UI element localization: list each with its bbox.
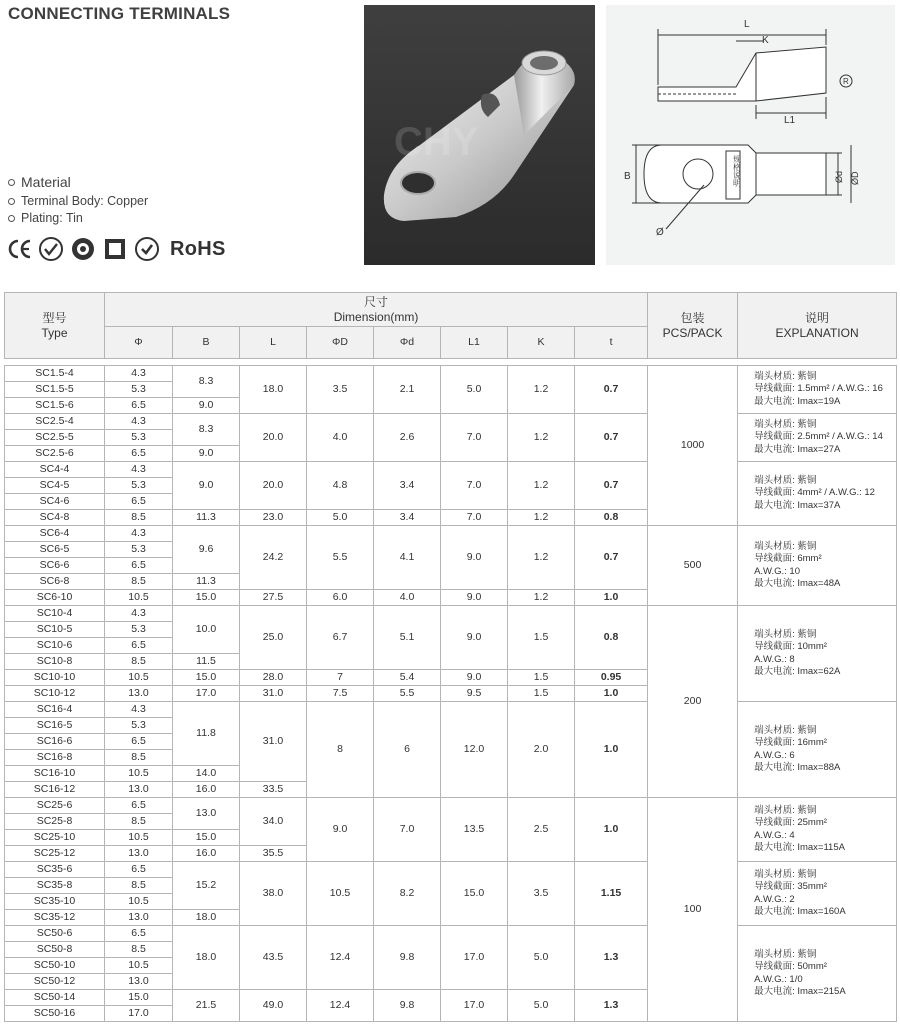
material-heading: Material [21, 174, 71, 190]
cell-t: 0.8 [575, 606, 648, 670]
cell-t: 0.8 [575, 510, 648, 526]
cell-phi: 6.5 [105, 862, 173, 878]
cell-l: 20.0 [240, 414, 307, 462]
header-col-t: t [575, 327, 648, 359]
cell-t: 0.7 [575, 414, 648, 462]
cell-l1: 17.0 [441, 990, 508, 1022]
cell-b: 11.3 [173, 574, 240, 590]
label-b: B [624, 171, 631, 182]
cell-k: 2.0 [508, 702, 575, 798]
cell-phi: 8.5 [105, 574, 173, 590]
cell-phi: 5.3 [105, 382, 173, 398]
header-dimension: 尺寸 Dimension(mm) [105, 293, 648, 327]
cell-b: 11.3 [173, 510, 240, 526]
cell-k: 1.5 [508, 670, 575, 686]
cell-b: 14.0 [173, 766, 240, 782]
cell-phi: 8.5 [105, 750, 173, 766]
cell-l1: 9.5 [441, 686, 508, 702]
cell-phi: 6.5 [105, 798, 173, 814]
explanation-line: 导线截面: 6mm² [754, 553, 822, 565]
cell-l: 33.5 [240, 782, 307, 798]
cell-type: SC50-10 [5, 958, 105, 974]
cell-l: 24.2 [240, 526, 307, 590]
explanation-line: 最大电流: Imax=19A [754, 395, 841, 407]
header-col-phi: Φ [105, 327, 173, 359]
sgs-cert-icon [134, 236, 160, 262]
cell-phi-d: 8.2 [374, 862, 441, 926]
explanation-line: 导线截面: 1.5mm² / A.W.G.: 16 [754, 383, 883, 395]
cell-type: SC6-10 [5, 590, 105, 606]
explanation-line: 导线截面: 35mm² [754, 881, 827, 893]
cell-l1: 7.0 [441, 462, 508, 510]
cell-type: SC16-10 [5, 766, 105, 782]
cell-t: 1.0 [575, 702, 648, 798]
ce-mark-icon [6, 236, 32, 262]
cell-l1: 13.5 [441, 798, 508, 862]
cell-b: 9.0 [173, 462, 240, 510]
cell-type: SC35-12 [5, 910, 105, 926]
svg-text:CHY: CHY [394, 120, 479, 164]
cell-phi: 4.3 [105, 414, 173, 430]
cell-phi: 10.5 [105, 590, 173, 606]
cell-type: SC25-10 [5, 830, 105, 846]
cell-type: SC16-6 [5, 734, 105, 750]
cell-phi-d: 7.0 [374, 798, 441, 862]
cell-type: SC16-5 [5, 718, 105, 734]
explanation-line: 端头材质: 紫铜 [754, 418, 817, 430]
cell-l1: 15.0 [441, 862, 508, 926]
cell-phi-d: 3.4 [374, 462, 441, 510]
cell-phi-d: 4.1 [374, 526, 441, 590]
explanation-line: 端头材质: 紫铜 [754, 948, 817, 960]
cell-phi-big-d: 8 [307, 702, 374, 798]
cell-phi-big-d: 6.0 [307, 590, 374, 606]
cell-phi: 10.5 [105, 670, 173, 686]
header-col-l: L [240, 327, 307, 359]
header-col-phi-big-d: ΦD [307, 327, 374, 359]
cell-phi: 6.5 [105, 558, 173, 574]
cell-phi: 8.5 [105, 942, 173, 958]
cell-explanation [738, 526, 897, 606]
explanation-line: A.W.G.: 6 [754, 749, 795, 761]
certification-row [6, 236, 226, 262]
cell-phi: 13.0 [105, 782, 173, 798]
cell-phi: 6.5 [105, 638, 173, 654]
cell-type: SC10-12 [5, 686, 105, 702]
cell-k: 2.5 [508, 798, 575, 862]
cell-t: 0.7 [575, 526, 648, 590]
cell-l: 35.5 [240, 846, 307, 862]
table-body [5, 366, 897, 1022]
cell-phi: 10.5 [105, 830, 173, 846]
cell-type: SC16-8 [5, 750, 105, 766]
cell-l1: 17.0 [441, 926, 508, 990]
cell-pack: 1000 [648, 366, 738, 526]
cell-type: SC4-5 [5, 478, 105, 494]
cell-type: SC6-4 [5, 526, 105, 542]
label-phi-big-d: ØD [850, 171, 860, 185]
bullet-icon [8, 179, 15, 186]
cell-explanation [738, 366, 897, 414]
cell-phi-big-d: 9.0 [307, 798, 374, 862]
product-photo [364, 5, 595, 265]
cell-l: 38.0 [240, 862, 307, 926]
cell-b: 15.0 [173, 670, 240, 686]
explanation-line: A.W.G.: 8 [754, 653, 795, 665]
cell-t: 0.7 [575, 366, 648, 414]
cell-pack: 200 [648, 606, 738, 798]
cell-type: SC1.5-4 [5, 366, 105, 382]
dimension-drawing [606, 5, 895, 265]
explanation-line: 导线截面: 10mm² [754, 641, 827, 653]
bullet-icon [8, 198, 15, 205]
cell-phi-d: 9.8 [374, 926, 441, 990]
cell-phi-big-d: 12.4 [307, 926, 374, 990]
explanation-line: 端头材质: 紫铜 [754, 474, 817, 486]
cell-phi-d: 6 [374, 702, 441, 798]
cell-k: 1.2 [508, 510, 575, 526]
cell-phi: 10.5 [105, 894, 173, 910]
cell-explanation [738, 926, 897, 1022]
table-row [5, 526, 897, 542]
cell-b: 15.0 [173, 830, 240, 846]
explanation-line: A.W.G.: 1/0 [754, 973, 803, 985]
cell-k: 1.5 [508, 606, 575, 670]
cell-phi-d: 9.8 [374, 990, 441, 1022]
cell-type: SC10-10 [5, 670, 105, 686]
cell-l1: 9.0 [441, 670, 508, 686]
cell-phi-big-d: 6.7 [307, 606, 374, 670]
table-row [5, 414, 897, 430]
explanation-line: 最大电流: Imax=115A [754, 841, 845, 853]
cell-phi: 5.3 [105, 542, 173, 558]
explanation-line: A.W.G.: 2 [754, 893, 795, 905]
cell-k: 1.2 [508, 366, 575, 414]
explanation-line: 导线截面: 16mm² [754, 737, 827, 749]
cell-l1: 9.0 [441, 606, 508, 670]
material-heading-row [8, 174, 148, 190]
page-title: CONNECTING TERMINALS [8, 4, 231, 23]
explanation-line: 端头材质: 紫铜 [754, 868, 817, 880]
cell-phi: 6.5 [105, 494, 173, 510]
cell-t: 1.0 [575, 798, 648, 862]
cell-phi: 8.5 [105, 878, 173, 894]
explanation-line: A.W.G.: 4 [754, 829, 795, 841]
explanation-line: 端头材质: 紫铜 [754, 540, 817, 552]
explanation-line: 最大电流: Imax=215A [754, 985, 846, 997]
cell-k: 5.0 [508, 926, 575, 990]
cell-k: 5.0 [508, 990, 575, 1022]
cell-explanation [738, 798, 897, 862]
cell-k: 1.2 [508, 414, 575, 462]
explanation-line: 导线截面: 50mm² [754, 961, 827, 973]
table-row [5, 366, 897, 382]
explanation-line: 端头材质: 紫铜 [754, 804, 817, 816]
header-col-b: B [173, 327, 240, 359]
cell-l1: 9.0 [441, 590, 508, 606]
cell-l: 34.0 [240, 798, 307, 846]
cell-phi: 4.3 [105, 606, 173, 622]
cell-explanation [738, 606, 897, 702]
cell-type: SC6-8 [5, 574, 105, 590]
cell-b: 16.0 [173, 846, 240, 862]
cell-t: 1.0 [575, 686, 648, 702]
cell-b: 18.0 [173, 910, 240, 926]
cell-pack: 500 [648, 526, 738, 606]
cell-l: 28.0 [240, 670, 307, 686]
cell-type: SC16-12 [5, 782, 105, 798]
material-plating: Plating: Tin [21, 211, 83, 225]
cell-phi: 15.0 [105, 990, 173, 1006]
cell-type: SC10-8 [5, 654, 105, 670]
spec-table [4, 292, 897, 1022]
header-col-l1: L1 [441, 327, 508, 359]
cell-b: 8.3 [173, 366, 240, 398]
cell-type: SC2.5-6 [5, 446, 105, 462]
cell-phi-d: 3.4 [374, 510, 441, 526]
cell-b: 9.0 [173, 446, 240, 462]
cell-l: 43.5 [240, 926, 307, 990]
cell-type: SC6-5 [5, 542, 105, 558]
explanation-line: 最大电流: Imax=37A [754, 499, 841, 511]
explanation-line: 导线截面: 25mm² [754, 817, 827, 829]
table-row [5, 702, 897, 718]
cell-type: SC25-8 [5, 814, 105, 830]
cell-k: 3.5 [508, 862, 575, 926]
cell-b: 15.2 [173, 862, 240, 910]
cell-phi-d: 2.1 [374, 366, 441, 414]
cell-t: 0.95 [575, 670, 648, 686]
cell-phi-d: 4.0 [374, 590, 441, 606]
cell-b: 9.6 [173, 526, 240, 574]
cell-phi: 4.3 [105, 526, 173, 542]
ul-cert-icon [102, 236, 128, 262]
check-cert-icon [38, 236, 64, 262]
cell-b: 16.0 [173, 782, 240, 798]
cell-type: SC2.5-5 [5, 430, 105, 446]
cell-phi: 6.5 [105, 446, 173, 462]
technical-drawing [606, 5, 895, 265]
label-l1: L1 [784, 115, 796, 126]
cell-phi: 4.3 [105, 702, 173, 718]
cell-explanation [738, 862, 897, 926]
cell-phi-d: 5.1 [374, 606, 441, 670]
explanation-line: 最大电流: Imax=27A [754, 443, 841, 455]
cell-l1: 7.0 [441, 510, 508, 526]
cell-t: 1.3 [575, 926, 648, 990]
cell-type: SC16-4 [5, 702, 105, 718]
cell-phi-big-d: 3.5 [307, 366, 374, 414]
cell-phi: 4.3 [105, 462, 173, 478]
cell-phi: 6.5 [105, 398, 173, 414]
cell-b: 15.0 [173, 590, 240, 606]
cell-phi-big-d: 7.5 [307, 686, 374, 702]
cell-type: SC50-16 [5, 1006, 105, 1022]
cell-l: 27.5 [240, 590, 307, 606]
header-pack: 包装 PCS/PACK [648, 293, 738, 359]
material-body: Terminal Body: Copper [21, 194, 149, 208]
cell-phi-d: 2.6 [374, 414, 441, 462]
cell-b: 11.5 [173, 654, 240, 670]
table-header [5, 293, 897, 366]
cell-l1: 12.0 [441, 702, 508, 798]
material-item [8, 211, 148, 225]
cell-phi: 5.3 [105, 718, 173, 734]
cell-b: 18.0 [173, 926, 240, 990]
cell-b: 10.0 [173, 606, 240, 654]
cell-phi: 10.5 [105, 958, 173, 974]
cell-phi-d: 5.4 [374, 670, 441, 686]
cell-type: SC10-4 [5, 606, 105, 622]
cell-pack: 100 [648, 798, 738, 1022]
cell-k: 1.2 [508, 526, 575, 590]
label-k: K [762, 35, 769, 46]
explanation-line: 端头材质: 紫铜 [754, 724, 817, 736]
table-row [5, 606, 897, 622]
cell-phi: 4.3 [105, 366, 173, 382]
cell-type: SC1.5-6 [5, 398, 105, 414]
cell-type: SC2.5-4 [5, 414, 105, 430]
drawing-stamp: 规格说明 [732, 155, 742, 187]
cell-type: SC50-6 [5, 926, 105, 942]
cell-phi-big-d: 4.0 [307, 414, 374, 462]
cell-l: 25.0 [240, 606, 307, 670]
explanation-line: 导线截面: 4mm² / A.W.G.: 12 [754, 487, 875, 499]
header-gap [5, 359, 897, 366]
bullet-icon [8, 215, 15, 222]
ccc-cert-icon [70, 236, 96, 262]
explanation-line: 最大电流: Imax=160A [754, 905, 846, 917]
table-row [5, 862, 897, 878]
cell-phi-big-d: 10.5 [307, 862, 374, 926]
cell-l1: 9.0 [441, 526, 508, 590]
material-section [8, 174, 148, 228]
rohs-logo: RoHS [170, 237, 226, 260]
cell-phi: 8.5 [105, 510, 173, 526]
cell-phi: 10.5 [105, 766, 173, 782]
cell-type: SC35-6 [5, 862, 105, 878]
cell-phi-big-d: 5.0 [307, 510, 374, 526]
cell-phi: 13.0 [105, 974, 173, 990]
cell-explanation [738, 702, 897, 798]
registered-mark: R [843, 77, 849, 86]
cell-l1: 5.0 [441, 366, 508, 414]
cell-type: SC4-8 [5, 510, 105, 526]
header-type: 型号 Type [5, 293, 105, 359]
cell-b: 11.8 [173, 702, 240, 766]
cell-l: 23.0 [240, 510, 307, 526]
table-row [5, 462, 897, 478]
terminal-lug-image [364, 5, 595, 265]
cell-b: 9.0 [173, 398, 240, 414]
cell-type: SC35-10 [5, 894, 105, 910]
cell-b: 21.5 [173, 990, 240, 1022]
explanation-line: 导线截面: 2.5mm² / A.W.G.: 14 [754, 431, 883, 443]
cell-k: 1.5 [508, 686, 575, 702]
material-item [8, 194, 148, 208]
cell-type: SC50-12 [5, 974, 105, 990]
cell-t: 0.7 [575, 462, 648, 510]
cell-type: SC25-12 [5, 846, 105, 862]
label-phi: Ø [656, 227, 664, 238]
cell-phi: 8.5 [105, 654, 173, 670]
cell-type: SC50-14 [5, 990, 105, 1006]
cell-b: 8.3 [173, 414, 240, 446]
cell-phi-big-d: 7 [307, 670, 374, 686]
cell-phi: 13.0 [105, 686, 173, 702]
explanation-line: A.W.G.: 10 [754, 565, 800, 577]
cell-type: SC4-6 [5, 494, 105, 510]
cell-b: 17.0 [173, 686, 240, 702]
explanation-line: 端头材质: 紫铜 [754, 370, 817, 382]
table-row [5, 798, 897, 814]
header-col-phi-d: Φd [374, 327, 441, 359]
cell-t: 1.3 [575, 990, 648, 1022]
cell-l: 31.0 [240, 686, 307, 702]
cell-k: 1.2 [508, 462, 575, 510]
cell-type: SC10-5 [5, 622, 105, 638]
cell-type: SC6-6 [5, 558, 105, 574]
cell-type: SC10-6 [5, 638, 105, 654]
cell-phi-big-d: 12.4 [307, 990, 374, 1022]
cell-l: 31.0 [240, 702, 307, 782]
cell-phi: 8.5 [105, 814, 173, 830]
cell-t: 1.0 [575, 590, 648, 606]
header-col-k: K [508, 327, 575, 359]
cell-type: SC35-8 [5, 878, 105, 894]
cell-phi-big-d: 5.5 [307, 526, 374, 590]
cell-l: 49.0 [240, 990, 307, 1022]
cell-b: 13.0 [173, 798, 240, 830]
cell-type: SC50-8 [5, 942, 105, 958]
explanation-line: 最大电流: Imax=62A [754, 665, 841, 677]
cell-phi: 17.0 [105, 1006, 173, 1022]
explanation-line: 端头材质: 紫铜 [754, 628, 817, 640]
cell-l: 18.0 [240, 366, 307, 414]
cell-l: 20.0 [240, 462, 307, 510]
cell-phi: 6.5 [105, 734, 173, 750]
cell-explanation [738, 414, 897, 462]
cell-type: SC25-6 [5, 798, 105, 814]
cell-phi: 13.0 [105, 846, 173, 862]
label-l: L [744, 19, 750, 30]
cell-phi: 5.3 [105, 430, 173, 446]
explanation-line: 最大电流: Imax=48A [754, 577, 841, 589]
header-explanation: 说明 EXPLANATION [738, 293, 897, 359]
cell-phi-d: 5.5 [374, 686, 441, 702]
cell-t: 1.15 [575, 862, 648, 926]
explanation-line: 最大电流: Imax=88A [754, 761, 841, 773]
cell-phi: 13.0 [105, 910, 173, 926]
cell-l1: 7.0 [441, 414, 508, 462]
cell-explanation [738, 462, 897, 526]
cell-phi-big-d: 4.8 [307, 462, 374, 510]
cell-phi: 5.3 [105, 478, 173, 494]
cell-type: SC4-4 [5, 462, 105, 478]
cell-k: 1.2 [508, 590, 575, 606]
cell-type: SC1.5-5 [5, 382, 105, 398]
cell-phi: 5.3 [105, 622, 173, 638]
cell-phi: 6.5 [105, 926, 173, 942]
label-phi-d: Ød [834, 170, 844, 183]
table-row [5, 926, 897, 942]
